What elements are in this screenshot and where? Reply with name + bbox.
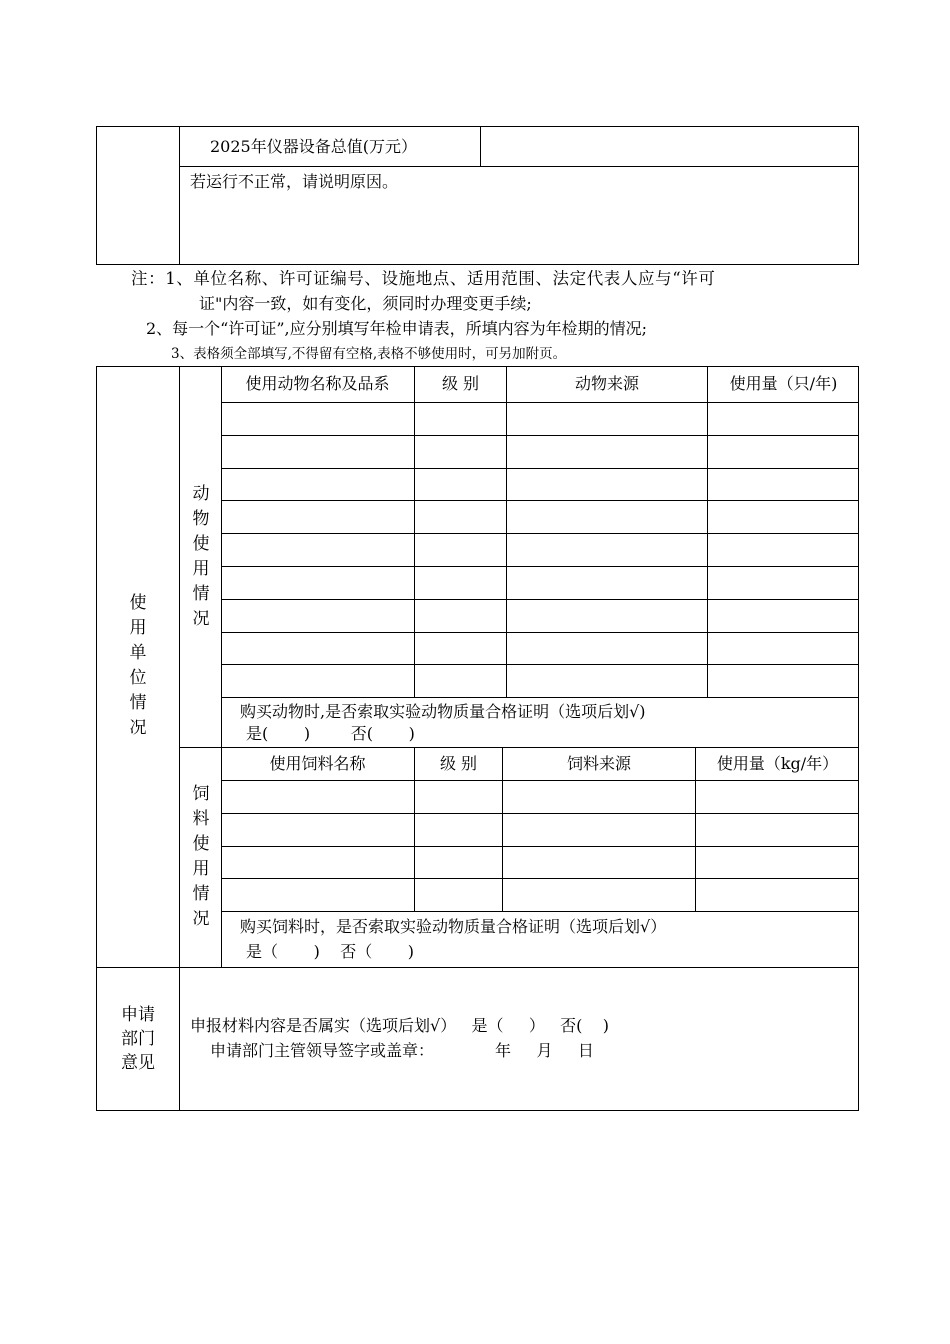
animal-row-6[interactable] [222, 567, 858, 599]
animal-row-5[interactable] [222, 534, 858, 566]
instrument-value-field[interactable] [481, 127, 858, 166]
feed-source-header: 饲料来源 [566, 754, 631, 773]
animal-source-header: 动物来源 [574, 374, 639, 393]
abnormal-reason-field[interactable] [180, 195, 858, 264]
abnormal-reason-label: 若运行不正常，请说明原因。 [190, 172, 399, 191]
feed-row-4[interactable] [222, 879, 858, 911]
dept-opinion-label: 申请部门意见 [121, 1005, 155, 1073]
animal-row-4[interactable] [222, 501, 858, 533]
note-line-1: 注：1、单位名称、许可证编号、设施地点、适用范围、法定代表人应与“许可 [131, 269, 716, 288]
note-line-3: 3、表格须全部填写,不得留有空格,表格不够使用时，可另加附页。 [171, 346, 567, 362]
feed-row-1[interactable] [222, 781, 858, 813]
feed-row-3[interactable] [222, 847, 858, 878]
animal-certificate-question: 购买动物时,是否索取实验动物质量合格证明（选项后划√) [240, 702, 646, 721]
usage-section-label: 使用单位情况 [129, 593, 147, 738]
animal-certificate-options[interactable]: 是( ) 否( ) [246, 724, 415, 743]
animal-grade-header: 级 别 [441, 374, 480, 393]
animal-row-1[interactable] [222, 403, 858, 435]
dept-signature-line[interactable]: 申请部门主管领导签字或盖章： 年 月 日 [210, 1041, 594, 1060]
instrument-value-label: 2025年仪器设备总值(万元） [210, 137, 417, 156]
note-line-2: 2、每一个“许可证”,应分别填写年检申请表，所填内容为年检期的情况; [146, 319, 648, 338]
feed-certificate-options[interactable]: 是（ ) 否（ ) [246, 942, 415, 961]
note-line-1-cont: 证"内容一致，如有变化，须同时办理变更手续; [199, 294, 532, 313]
feed-name-header: 使用饲料名称 [269, 754, 366, 773]
animal-row-7[interactable] [222, 600, 858, 632]
animal-usage-label: 动物使用情况 [192, 484, 210, 629]
dept-truthfulness-statement[interactable]: 申报材料内容是否属实（选项后划√） 是（ ） 否( ) [190, 1016, 609, 1035]
animal-amount-header: 使用量（只/年) [729, 374, 838, 393]
animal-row-2[interactable] [222, 436, 858, 468]
feed-amount-header: 使用量（kg/年） [716, 754, 839, 773]
animal-row-8[interactable] [222, 633, 858, 664]
animal-row-9[interactable] [222, 665, 858, 697]
animal-name-header: 使用动物名称及品系 [245, 374, 390, 393]
feed-row-2[interactable] [222, 814, 858, 846]
feed-grade-header: 级 别 [439, 754, 478, 773]
feed-certificate-question: 购买饲料时，是否索取实验动物质量合格证明（选项后划√） [240, 917, 667, 936]
feed-usage-label: 饲料使用情况 [192, 784, 210, 929]
animal-row-3[interactable] [222, 469, 858, 500]
